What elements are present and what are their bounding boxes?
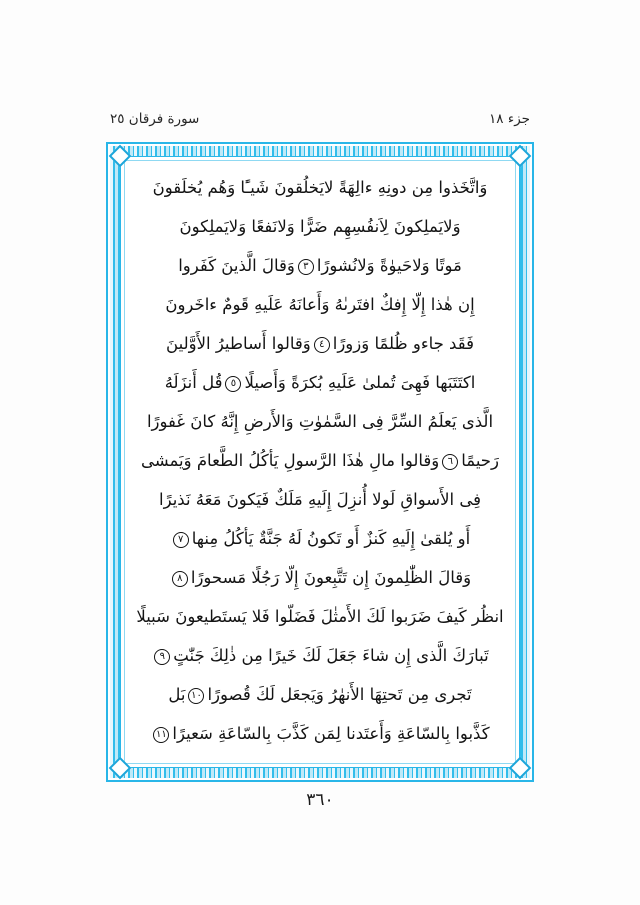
ayah-line xyxy=(130,636,510,675)
decorative-frame xyxy=(106,142,534,782)
ayah-text: وَلايَملِكونَ لِاَنفُسِهِم ضَرًّا وَلانَفعًا وَلايَملِكونَ xyxy=(179,217,461,236)
ayah-text: الَّذى يَعلَمُ السِّرَّ فِى السَّمٰوٰتِ وَالأَرضِ إِنَّهُ كانَ غَفورًا xyxy=(146,412,494,431)
ayah-line xyxy=(130,675,510,714)
ayah-text: إِن هٰذا إِلّا إِفكٌ افتَرىٰهُ وَأَعانَهُ عَلَيهِ قَومٌ ءاخَرونَ xyxy=(165,295,475,314)
ayah-line xyxy=(130,480,510,519)
ayah-line xyxy=(130,246,510,285)
ayah-text-continuation: وَقالَ الَّذينَ كَفَروا xyxy=(178,256,295,275)
ayah-text-continuation: وَقالوا مالِ هٰذَا الرَّسولِ يَأكُلُ الطَّعامَ وَيَمشى xyxy=(141,451,440,470)
ayah-text: تَبارَكَ الَّذى إِن شاءَ جَعَلَ لَكَ خَيرًا مِن ذٰلِكَ جَنّٰتٍ xyxy=(173,646,489,665)
ayah-text: فَقَد جاءو ظُلمًا وَزورًا xyxy=(332,334,474,353)
ayah-number-marker: ٩ xyxy=(154,649,170,665)
ayah-line xyxy=(130,285,510,324)
ayah-line xyxy=(130,597,510,636)
ayah-text: كَذَّبوا بِالسّاعَةِ وَأَعتَدنا لِمَن كَذَّبَ بِالسّاعَةِ سَعيرًا xyxy=(172,724,490,743)
page-header xyxy=(110,108,530,130)
ayah-line xyxy=(130,441,510,480)
ayah-text: اكتَتَبَها فَهِىَ تُملىٰ عَلَيهِ بُكرَةً وَأَصيلًا xyxy=(244,373,476,392)
ayah-number-marker: ٣ xyxy=(298,259,314,275)
ayah-number-marker: ٧ xyxy=(173,532,189,548)
ayah-text-continuation: بَل xyxy=(168,685,186,704)
ayah-line xyxy=(130,363,510,402)
ayah-text: تَجرى مِن تَحتِهَا الأَنهٰرُ وَيَجعَل لَكَ قُصورًا xyxy=(207,685,472,704)
ayah-line xyxy=(130,324,510,363)
quran-text-block xyxy=(130,168,510,758)
juz-label: جزء ١٨ xyxy=(489,111,530,127)
ayah-number-marker: ٦ xyxy=(442,454,458,470)
ayah-line xyxy=(130,519,510,558)
ayah-text: مَوتًا وَلاحَيوٰةً وَلانُشورًا xyxy=(316,256,462,275)
ayah-number-marker: ١٠ xyxy=(188,688,204,704)
ayah-text: انظُر كَيفَ ضَرَبوا لَكَ الأَمثٰلَ فَضَلّوا فَلا يَستَطيعونَ سَبيلًا xyxy=(136,607,504,626)
ayah-line xyxy=(130,714,510,753)
ayah-line xyxy=(130,207,510,246)
ayah-text: فِى الأَسواقِ لَولا أُنزِلَ إِلَيهِ مَلَكٌ فَيَكونَ مَعَهُ نَذيرًا xyxy=(159,490,481,509)
ayah-number-marker: ٤ xyxy=(314,337,330,353)
surah-name: سورة فرقان ٢٥ xyxy=(110,111,200,127)
ayah-line xyxy=(130,402,510,441)
ayah-line xyxy=(130,558,510,597)
page-number: ٣٦٠ xyxy=(306,790,334,810)
ayah-number-marker: ١١ xyxy=(153,727,169,743)
ayah-text-continuation: وَقالوا أَساطيرُ الأَوَّلينَ xyxy=(166,334,311,353)
ayah-line xyxy=(130,168,510,207)
ayah-text-continuation: قُل أَنزَلَهُ xyxy=(164,373,223,392)
ayah-number-marker: ٨ xyxy=(172,571,188,587)
ayah-text: أَو يُلقىٰ إِلَيهِ كَنزٌ أَو تَكونُ لَهُ جَنَّةٌ يَأكُلُ مِنها xyxy=(191,529,471,548)
ayah-text: وَقالَ الظّٰلِمونَ إِن تَتَّبِعونَ إِلّا رَجُلًا مَسحورًا xyxy=(190,568,472,587)
ayah-text: وَاتَّخَذوا مِن دونِهِ ءالِهَةً لايَخلُقونَ شَيـًٔا وَهُم يُخلَقونَ xyxy=(152,178,488,197)
ayah-number-marker: ٥ xyxy=(225,376,241,392)
ayah-text: رَحيمًا xyxy=(461,451,499,470)
